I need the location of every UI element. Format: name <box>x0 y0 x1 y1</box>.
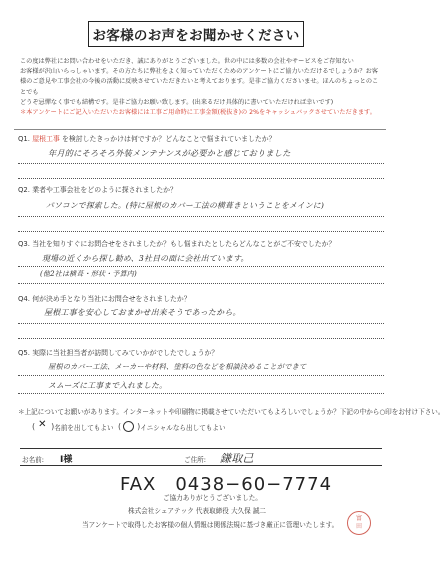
circle-icon <box>123 421 134 432</box>
checkbox-marked[interactable] <box>35 421 51 432</box>
divider <box>14 129 386 130</box>
answer-rule <box>18 178 384 179</box>
answer-rule <box>18 266 384 267</box>
answer-rule <box>18 216 384 217</box>
paren-open: ( <box>118 422 122 431</box>
paren-open: ( <box>32 422 36 431</box>
cashback-note: ＊本アンケートにご記入いただいたお客様には工事ご用命時に工事金額(税抜き)の 2%をキャッシュバックさせていただきます。 <box>20 109 376 117</box>
answer-rule <box>18 163 384 164</box>
answer-rule <box>18 375 384 376</box>
thanks-text: ご協力ありがとうございました。 <box>163 494 262 502</box>
question-text: 当社を知りすぐにお問合せをされましたか？もし悩まれたとしたらどんなことがご不安でしたか？ <box>32 240 336 248</box>
fax-number: FAX 0438−60−7774 <box>120 474 333 495</box>
question-3-label <box>18 238 335 248</box>
question-5-label <box>18 347 218 357</box>
consent-note: ＊上記についてお願いがあります。インターネットや印刷物に掲載させていただいてもよろしいでしょうか？下記の中から○印をお付け下さい。 <box>18 408 445 416</box>
company-name: 株式会社シェアテック 代表取締役 大久保 誠二 <box>128 507 267 515</box>
checkbox-circle[interactable] <box>121 421 137 432</box>
respondent-info <box>20 448 382 466</box>
question-4-label <box>18 293 191 303</box>
question-2-label <box>18 184 177 194</box>
stamp-char: 田 <box>355 523 362 530</box>
question-number: Q3. <box>18 240 30 248</box>
intro-line: 様のご意見や工事会社の今後の活動に反映させていただきたいと考えております。是非ご協力くださいませ。ほんのちょっとのことでも <box>20 78 379 96</box>
answer-rule <box>18 393 384 394</box>
x-mark-icon: ✕ <box>38 419 47 430</box>
name-value: I様 <box>60 455 73 465</box>
option-label: イニシャルなら出してもよい <box>140 423 226 432</box>
question-number: Q1. <box>18 135 30 143</box>
question-highlight: 屋根工事 <box>32 135 60 143</box>
intro-line: どうぞ忌憚なく事でも結構です。是非ご協力お願い致します。(出来るだけ具体的に書いていただければ幸いです) <box>20 98 334 106</box>
answer-rule <box>18 231 384 232</box>
answer-5-line-1: 屋根のカバー工法、メーカーや材料、塗料の色などを相談決めることができて <box>48 362 307 371</box>
intro-line: お客様が沢山いらっしゃいます。その方たちに弊社をよく知っていただくためのアンケートにご協力いただけるでしょうか？お客 <box>20 68 378 76</box>
question-number: Q4. <box>18 295 30 303</box>
question-text: 業者や工事会社をどのように探されましたか？ <box>32 186 177 194</box>
question-text: 何が決め手となり当社にお問合せをされましたか？ <box>32 295 191 303</box>
intro-line: この度は弊社にお問い合わせをいただき、誠にありがとうございました。世の中には多数の会社やサービスをご存知ない <box>20 58 354 65</box>
address-label: ご住所: <box>184 456 207 464</box>
answer-rule <box>18 323 384 324</box>
question-text: 実際に当社担当者が訪問してみていかがでしたでしょうか？ <box>32 349 219 357</box>
paren-close: ) <box>51 422 55 431</box>
answer-rule <box>18 283 384 284</box>
option-label: 名前を出してもよい <box>54 423 114 432</box>
answer-3-line-1: 現場の近くから探し勧め、3社目の面に会社出ています。 <box>42 254 249 263</box>
name-label: お名前: <box>22 456 45 464</box>
option-name-ok[interactable] <box>32 421 114 432</box>
question-number: Q5. <box>18 349 30 357</box>
answer-1-line-1: 年月的にそろそろ外装メンテナンスが必要かと感じておりました <box>48 148 291 158</box>
answer-3-line-2: (他2社は横葺・形状・予算内) <box>40 270 137 278</box>
privacy-note: 当アンケートで取得したお客様の個人情報は関係法規に基づき厳正に管理いたします。 <box>82 521 339 529</box>
answer-2-line-1: パソコンで探索した。(特に屋根のカバー工法の横葺きということをメインに) <box>46 201 325 210</box>
question-text: を検討したきっかけは何ですか？どんなことで悩まれていましたか？ <box>61 135 276 143</box>
form-title: お客様のお声をお聞かせください <box>88 21 304 47</box>
answer-5-line-2: スムーズに工事まで入れました。 <box>48 381 168 390</box>
question-number: Q2. <box>18 186 30 194</box>
intro-text <box>20 57 384 118</box>
address-value: 鎌取己 <box>220 452 254 465</box>
paren-close: ) <box>137 422 141 431</box>
stamp-char: 富 <box>355 515 362 522</box>
option-initial-ok[interactable] <box>118 421 226 432</box>
answer-rule <box>18 338 384 339</box>
seal-stamp <box>347 511 371 535</box>
answer-4-line-1: 屋根工事を安心しておまかせ出来そうであったから。 <box>44 308 241 317</box>
question-1-label <box>18 133 276 143</box>
